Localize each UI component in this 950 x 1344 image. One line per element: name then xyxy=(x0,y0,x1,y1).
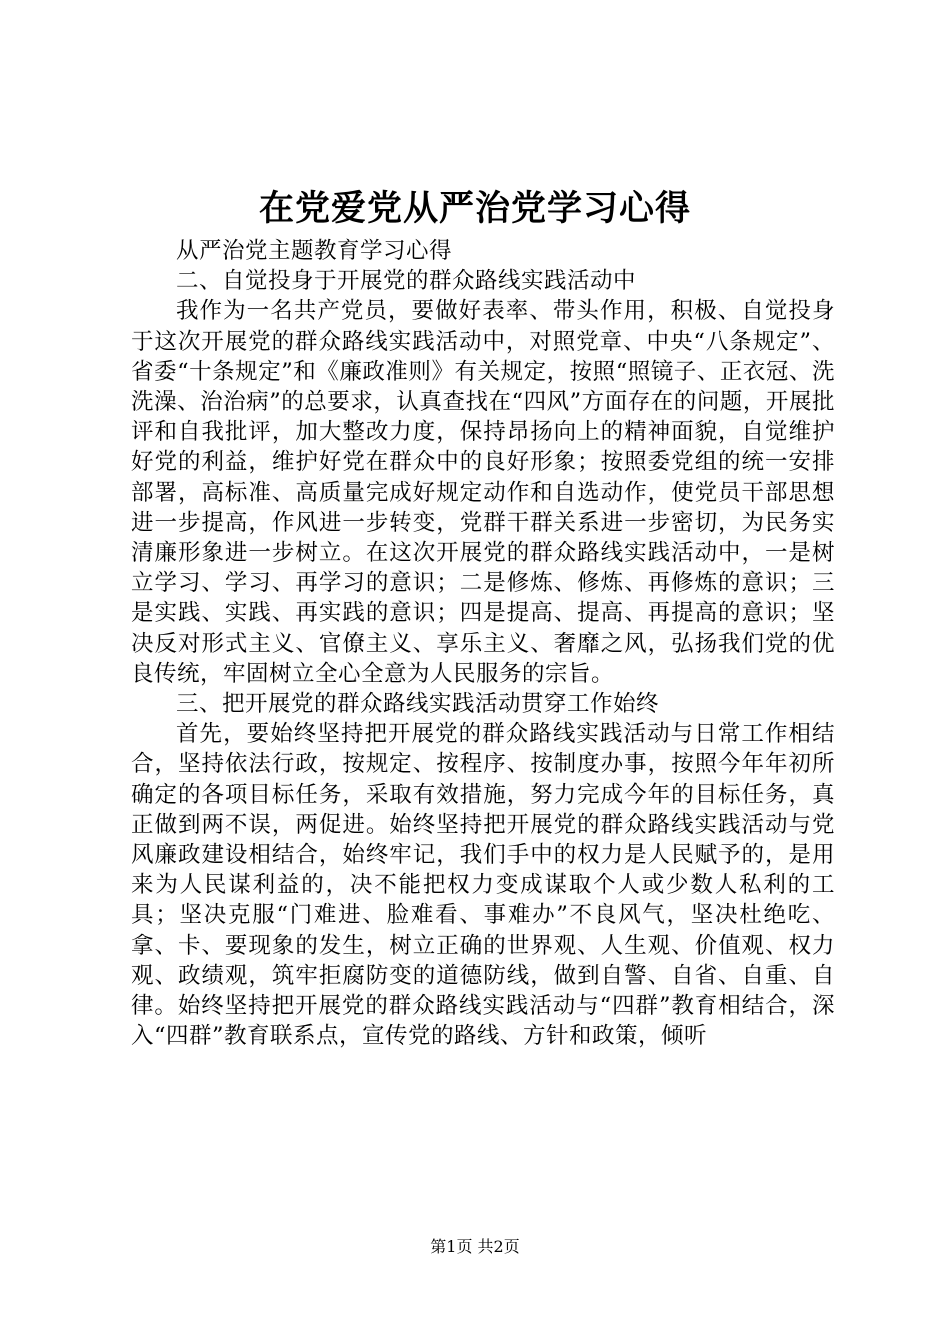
paragraph: 首先，要始终坚持把开展党的群众路线实践活动与日常工作相结合，坚持依法行政，按规定、按程序、按制度办事，按照今年年初所确定的各项目标任务，采取有效措施，努力完成今年的目标任务，真正做到两不误，两促进。始终坚持把开展党的群众路线实践活动与党风廉政建设相结合，始终牢记，我们手中的权力是人民赋予的，是用来为人民谋利益的，决不能把权力变成谋取个人或少数人私利的工具；坚决克服“门难进、脸难看、事难办”不良风气，坚决杜绝吃、拿、卡、要现象的发生，树立正确的世界观、人生观、价值观、权力观、政绩观，筑牢拒腐防变的道德防线，做到自警、自省、自重、自律。始终坚持把开展党的群众路线实践活动与“四群”教育相结合，深入“四群”教育联系点，宣传党的路线、方针和政策，倾听 xyxy=(131,721,835,1050)
section-heading-3: 三、把开展党的群众路线实践活动贯穿工作始终 xyxy=(176,691,660,718)
paragraph: 我作为一名共产党员，要做好表率、带头作用，积极、自觉投身于这次开展党的群众路线实践活动中，对照党章、中央“八条规定”、省委“十条规定”和《廉政准则》有关规定，按照“照镜子、正衣冠、洗洗澡、治治病”的总要求，认真查找在“四风”方面存在的问题，开展批评和自我批评，加大整改力度，保持昂扬向上的精神面貌，自觉维护好党的利益，维护好党在群众中的良好形象；按照委党组的统一安排部署，高标准、高质量完成好规定动作和自选动作，使党员干部思想进一步提高，作风进一步转变，党群干群关系进一步密切，为民务实清廉形象进一步树立。在这次开展党的群众路线实践活动中，一是树立学习、学习、再学习的意识；二是修炼、修炼、再修炼的意识；三是实践、实践、再实践的意识；四是提高、提高、再提高的意识；坚决反对形式主义、官僚主义、享乐主义、奢靡之风，弘扬我们党的优良传统，牢固树立全心全意为人民服务的宗旨。 xyxy=(131,298,835,687)
document-title: 在党爱党从严治党学习心得 xyxy=(258,188,691,229)
document-body xyxy=(131,236,835,1051)
paragraph-subtitle: 从严治党主题教育学习心得 xyxy=(176,238,453,264)
page-footer: 第1页 共2页 xyxy=(430,1237,520,1256)
section-heading-2: 二、自觉投身于开展党的群众路线实践活动中 xyxy=(176,268,637,295)
